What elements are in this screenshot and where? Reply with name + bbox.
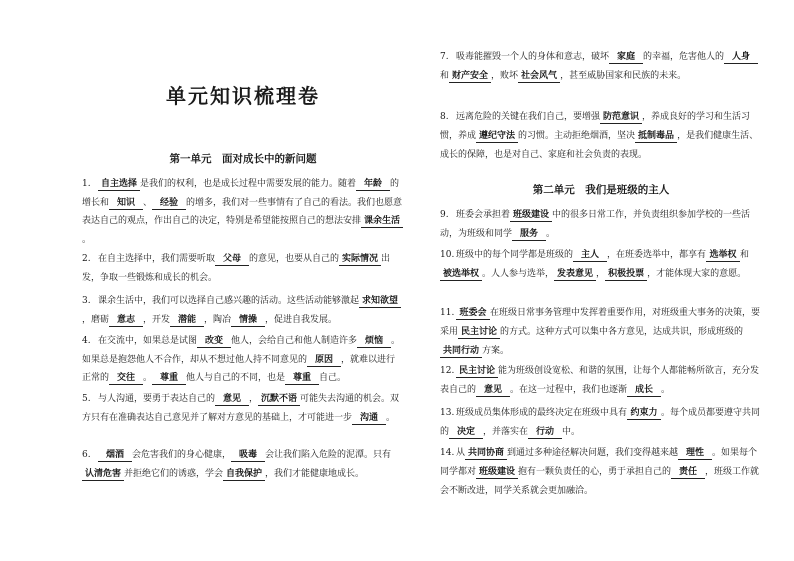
page-title: 单元知识梳理卷: [166, 84, 320, 108]
question-text: 与人沟通，要勇于表达自己的: [98, 394, 216, 404]
question-7: [440, 48, 762, 86]
question-number: 13.: [440, 408, 455, 418]
question-text: ，开发: [143, 314, 171, 325]
question-text: ，甚至威胁国家和民族的未来。: [560, 71, 687, 81]
question-number: 8.: [440, 112, 449, 122]
left-page: [82, 0, 404, 561]
question-text: 的增多，我们对一些事情有了自己的看法。我们也愿意表达自己的观点，作出自己的决定，特别是希望能按照自己的想法安排: [82, 197, 403, 226]
question-text: 方案。: [482, 346, 510, 356]
question-text: ，才能体现大家的意愿。: [647, 269, 747, 279]
question-6: [82, 446, 404, 483]
question-text: ，我们才能健康地成长。: [265, 468, 365, 479]
question-text: ，陶冶: [204, 314, 232, 325]
question-text: ，是我们健康生活、成长的保障，也是对自己、家庭和社会负责的表现。: [440, 131, 759, 160]
question-number: 11.: [440, 308, 455, 318]
question-text: 班级成员集体形成的最终决定在班级中具有: [456, 408, 628, 418]
answer-blank: 自主选择: [98, 178, 140, 191]
question-text: 抱有一颗负责任的心，勇于承担自己的: [518, 467, 672, 477]
answer-blank: 成长: [627, 384, 661, 397]
question-number: 10.: [440, 250, 455, 260]
question-text: ，班级工作就会不断改进，同学关系就会更加融洽。: [440, 467, 760, 496]
answer-blank: 沟通: [352, 412, 386, 425]
answer-blank: 抵制毒品: [635, 130, 677, 143]
question-text: 。: [143, 373, 153, 383]
answer-blank: 意志: [109, 314, 143, 327]
answer-blank: 烦恼: [357, 335, 391, 348]
unit2-title: 第二单元 我们是班级的主人: [532, 184, 670, 196]
unit1-title: 第一单元 面对成长中的新问题: [169, 153, 317, 165]
question-text: 出发，争取一些锻炼和成长的机会。: [82, 254, 391, 283]
question-text: 、: [143, 197, 153, 208]
answer-blank: 财产安全: [449, 70, 491, 83]
question-text: 班级中的每个同学都是班级的: [456, 250, 574, 260]
answer-blank: 家庭: [609, 51, 643, 64]
answer-blank: 求知欲望: [359, 295, 401, 308]
answer-blank: 班级建设: [510, 209, 552, 222]
answer-blank: 防范意识: [600, 111, 642, 124]
question-text: 中的很多日常工作，并负责组织参加学校的一些活动，为班级和同学: [440, 210, 751, 239]
answer-blank: 父母: [215, 253, 249, 266]
question-number: 3.: [82, 296, 91, 306]
question-text: 的意见，也要从自己的: [249, 254, 340, 264]
answer-blank: 理性: [678, 447, 712, 460]
question-13: [440, 404, 762, 442]
question-text: 吸毒能摧毁一个人的身体和意志，破坏: [456, 52, 610, 62]
answer-blank: 行动: [528, 426, 562, 439]
question-number: 12.: [440, 366, 455, 376]
answer-blank: 服务: [512, 228, 546, 241]
answer-blank: 改变: [197, 335, 231, 348]
question-5: [82, 390, 404, 427]
answer-blank: 责任: [671, 466, 705, 479]
answer-blank: 原因: [307, 354, 341, 367]
answer-blank: 吸毒: [231, 449, 265, 462]
question-text: 他人与自己的不同，也是: [186, 373, 286, 383]
answer-blank: 情操: [231, 314, 265, 327]
answer-blank: 班委会: [456, 307, 490, 320]
question-text: ，促进自我发展。: [265, 314, 338, 325]
answer-blank: 意见: [215, 393, 249, 406]
question-text: 是我们的权利，也是成长过程中需要发展的能力。随着: [140, 179, 357, 189]
question-text: 能为班级创设宽松、和谐的氛围，让每个人都能畅所欲言，充分发表自己的: [440, 366, 760, 395]
answer-blank: 交往: [109, 372, 143, 385]
question-text: ，: [249, 394, 259, 404]
question-text: ，就难以进行正常的: [82, 354, 396, 383]
question-text: 班委会承担着: [456, 210, 511, 220]
question-text: 。人人参与选举，: [482, 269, 555, 279]
answer-blank: 年龄: [356, 178, 390, 191]
question-text: 在班级日常事务管理中发挥着重要作用，对班级重大事务的决策，要采用: [440, 308, 761, 337]
question-text: 从: [456, 448, 466, 458]
question-14: [440, 444, 762, 501]
question-text: 。: [546, 229, 556, 239]
question-number: 2.: [82, 254, 91, 264]
question-number: 4.: [82, 336, 91, 346]
question-text: 的增长和: [82, 179, 400, 208]
question-text: 会让我们陷入危险的泥潭。只有: [265, 450, 392, 460]
question-text: 远离危险的关键在我们自己，要增强: [456, 112, 601, 122]
answer-blank: 被选举权: [440, 268, 482, 281]
question-text: 。: [386, 412, 396, 423]
question-3: [82, 292, 404, 329]
question-text: 在自主选择中，我们需要听取: [98, 254, 216, 264]
answer-blank: 共同协商: [465, 447, 507, 460]
question-10: [440, 246, 762, 284]
question-number: 5.: [82, 394, 91, 404]
answer-blank: 主人: [573, 249, 607, 262]
answer-blank: 实际情况: [339, 253, 381, 266]
question-number: 7.: [440, 52, 449, 62]
question-text: 在交流中，如果总是试图: [98, 336, 198, 346]
question-text: 中。: [562, 427, 581, 437]
question-text: 自己。: [319, 373, 347, 383]
answer-blank: 自我保护: [223, 468, 265, 481]
question-8: [440, 108, 762, 165]
answer-blank: 意见: [476, 384, 510, 397]
question-text: ，败坏: [491, 71, 519, 81]
question-text: ，养成良好的学习和生活习惯，养成: [440, 112, 751, 141]
right-page: [440, 0, 762, 561]
answer-blank: 知识: [109, 197, 143, 210]
question-text: 和: [740, 250, 750, 260]
question-9: [440, 206, 762, 244]
question-text: 。: [661, 385, 671, 395]
question-text: 他人，会给自己和他人制造许多: [231, 336, 358, 346]
answer-blank: 尊重: [285, 372, 319, 385]
question-number: 9.: [440, 210, 449, 220]
answer-blank: 积极投票: [605, 268, 647, 281]
answer-blank: 民主讨论: [458, 326, 500, 339]
question-4: [82, 332, 404, 388]
answer-blank: 约束力: [627, 407, 661, 420]
question-text: 并拒绝它们的诱惑，学会: [124, 468, 224, 479]
question-text: ，磨砺: [82, 314, 110, 325]
question-number: 1.: [82, 179, 91, 189]
question-11: [440, 304, 762, 361]
question-text: 会危害我们的身心健康，: [132, 450, 232, 460]
answer-blank: 遵纪守法: [476, 130, 518, 143]
question-number: 14.: [440, 448, 455, 458]
question-text: 的幸福，危害他人的: [643, 52, 725, 62]
question-text: 。在这一过程中，我们也逐渐: [510, 385, 628, 395]
question-text: ，: [596, 269, 606, 279]
question-text: 到通过多种途径解决问题，我们变得越来越: [507, 448, 679, 458]
question-text: 和: [440, 71, 450, 81]
question-text: 的习惯。主动拒绝烟酒，坚决: [518, 131, 636, 141]
answer-blank: 人身: [724, 51, 758, 64]
answer-blank: 班级建设: [476, 466, 518, 479]
answer-blank: 认清危害: [82, 468, 124, 481]
question-text: ，在班委选举中，都享有: [607, 250, 707, 260]
question-text: 。如果每个同学都对: [440, 448, 758, 477]
answer-blank: 共同行动: [440, 345, 482, 358]
answer-blank: 潜能: [170, 314, 204, 327]
question-text: 的方式。这种方式可以集中各方意见，达成共识，形成班级的: [500, 327, 744, 337]
answer-blank: 烟酒: [98, 449, 132, 462]
question-text: 可能失去沟通的机会。双方只有在准确表达自己意见并了解对方意见的基础上，才可能进一步: [82, 394, 400, 423]
question-1: [82, 175, 404, 249]
answer-blank: 决定: [449, 426, 483, 439]
answer-blank: 发表意见: [554, 268, 596, 281]
answer-blank: 社会风气: [518, 70, 560, 83]
question-text: 。: [82, 234, 92, 245]
question-text: 。每个成员都要遵守共同的: [440, 408, 761, 437]
question-text: 。如果总是抱怨他人不合作，却从不想过他人持不同意见的: [82, 336, 401, 365]
question-text: ，并落实在: [483, 427, 529, 437]
question-12: [440, 362, 762, 400]
answer-blank: 尊重: [152, 372, 186, 385]
question-number: 6.: [82, 450, 91, 460]
answer-blank: 课余生活: [361, 215, 403, 228]
answer-blank: 民主讨论: [456, 365, 498, 378]
answer-blank: 沉默不语: [258, 393, 300, 406]
answer-blank: 选举权: [706, 249, 740, 262]
question-text: 课余生活中，我们可以选择自己感兴趣的活动。这些活动能够激起: [98, 296, 360, 306]
answer-blank: 经验: [152, 197, 186, 210]
question-2: [82, 250, 404, 287]
